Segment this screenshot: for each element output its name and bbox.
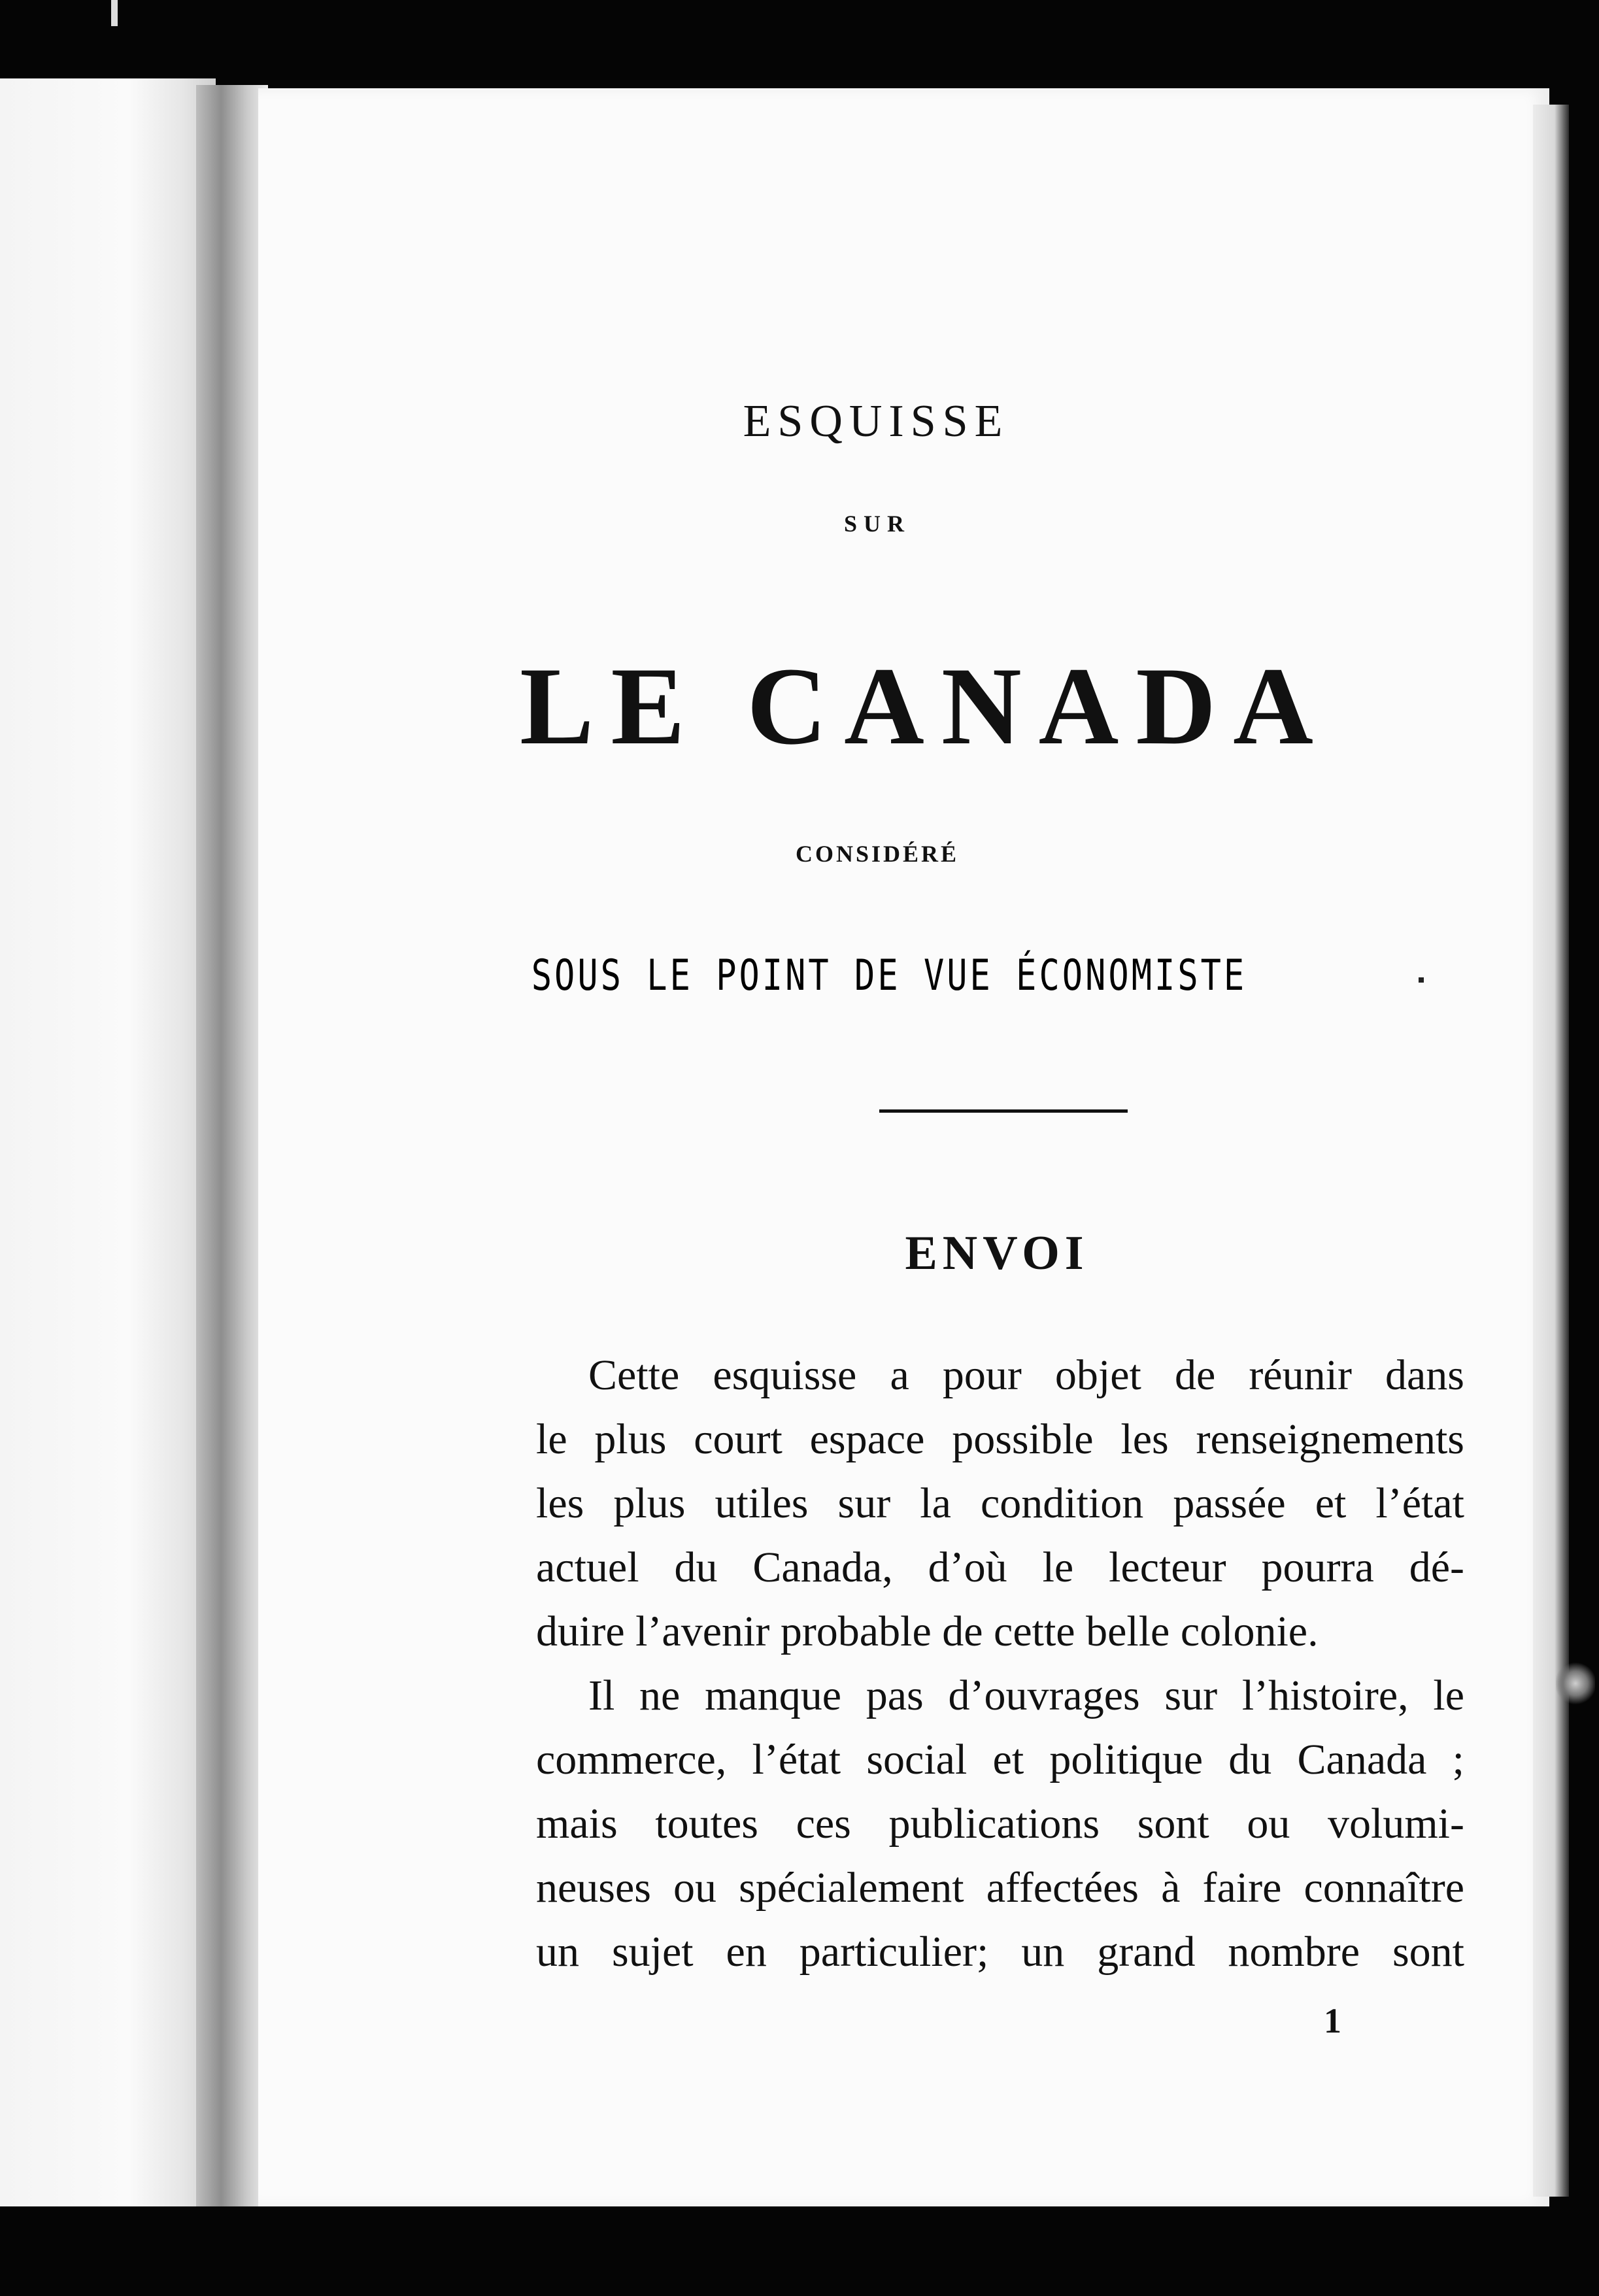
- text-line: duire l’avenir probable de cette belle colonie.: [536, 1608, 1319, 1655]
- heading-sur: SUR: [843, 511, 911, 537]
- text-line: un sujet en particulier; un grand nombre sont: [536, 1928, 1464, 1976]
- section-heading: ENVOI: [905, 1226, 1089, 1280]
- text-line: neuses ou spécialement affectées à faire connaître: [536, 1864, 1464, 1912]
- text-line: les plus utiles sur la condition passée et l’état: [536, 1479, 1464, 1527]
- heading-esquisse: ESQUISSE: [743, 396, 1009, 447]
- stray-dot: [1419, 977, 1424, 983]
- book-gutter: [196, 85, 268, 2206]
- divider-rule: [879, 1109, 1128, 1113]
- text-line: actuel du Canada, d’où le lecteur pourra dé-: [536, 1544, 1464, 1591]
- text-line: commerce, l’état social et politique du Canada ;: [536, 1736, 1464, 1783]
- text-line: le plus court espace possible les renseignements: [536, 1415, 1464, 1463]
- signature-mark: 1: [1324, 2001, 1341, 2040]
- scan-edge-mark: [111, 0, 118, 26]
- text-line: Cette esquisse a pour objet de réunir dans: [588, 1351, 1464, 1399]
- body-text: [536, 1343, 1464, 1984]
- book-subtitle: SOUS LE POINT DE VUE ÉCONOMISTE: [531, 951, 1247, 1000]
- right-page-edge: [1533, 105, 1569, 2197]
- scan-edge-mark: [1556, 1661, 1595, 1706]
- title-page: [258, 88, 1549, 2206]
- left-page-edge: [0, 78, 216, 2206]
- heading-considere: CONSIDÉRÉ: [795, 841, 960, 867]
- text-line: Il ne manque pas d’ouvrages sur l’histoire, le: [588, 1672, 1464, 1719]
- book-title: LE CANADA: [520, 645, 1330, 768]
- text-line: mais toutes ces publications sont ou volumi-: [536, 1800, 1464, 1848]
